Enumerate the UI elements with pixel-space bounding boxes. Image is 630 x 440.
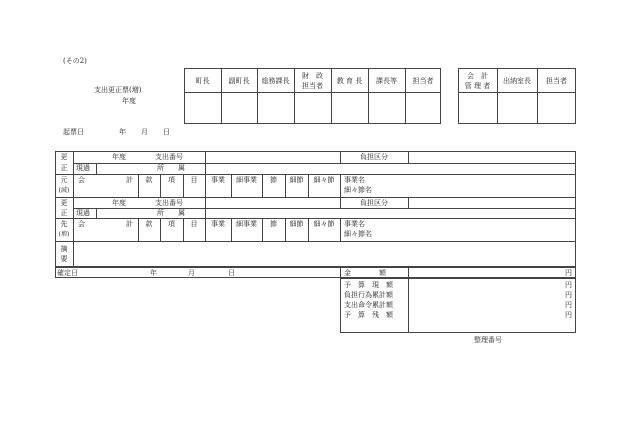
budget-remaining-label: 予 算 残 額 <box>344 311 393 319</box>
confirm-row <box>55 267 576 278</box>
draft-date-day: 日 <box>163 128 170 136</box>
budget-current-yen: 円 <box>565 281 572 289</box>
after-saisaisetsu: 細々節 <box>313 220 335 228</box>
before-kai: 会 <box>78 176 85 184</box>
after-jigyo: 事業 <box>211 220 225 228</box>
before-setsu: 節 <box>270 176 277 184</box>
after-side-1: 更 <box>60 199 68 207</box>
before-side-2: 正 <box>60 164 68 172</box>
summary-char-2: 要 <box>60 255 68 263</box>
form-label: (その2) <box>63 57 87 65</box>
after-dept: 所 属 <box>157 209 185 217</box>
after-moku: 目 <box>190 220 198 228</box>
before-side-4: (減) <box>58 187 70 194</box>
approval-cashier-chief: 出納室長 <box>503 77 531 85</box>
form-year-suffix: 年度 <box>122 97 136 105</box>
expense-order-total-label: 支出命令累計額 <box>344 301 393 309</box>
before-year: 年度 <box>112 153 126 161</box>
after-side-3: 先 <box>60 220 68 228</box>
before-jigyo: 事業 <box>211 176 225 184</box>
amount-label: 金 額 <box>344 269 386 277</box>
reference-number-label: 整理番号 <box>474 336 502 344</box>
main-table <box>55 151 576 267</box>
before-burden: 負担区分 <box>360 153 388 161</box>
before-saijigyo: 細事業 <box>236 176 257 184</box>
confirm-date-month: 月 <box>188 269 195 277</box>
after-saijigyo: 細事業 <box>236 220 257 228</box>
before-project-name: 事業名 <box>344 176 365 184</box>
after-kan: 款 <box>145 220 153 228</box>
after-project-name: 事業名 <box>344 220 365 228</box>
summary-char-1: 摘 <box>60 245 68 253</box>
approval-vice-mayor: 副町長 <box>228 77 250 85</box>
expense-order-total-yen: 円 <box>565 301 572 309</box>
approval-general-affairs: 総務課長 <box>261 77 290 85</box>
after-subsection-name: 細々節名 <box>344 230 372 238</box>
before-subsection-name: 細々節名 <box>344 186 372 194</box>
after-kai: 会 <box>78 220 85 228</box>
before-kou: 項 <box>168 176 175 184</box>
draft-date-label: 起票日 <box>63 128 84 136</box>
before-saisetsu: 細節 <box>289 176 304 184</box>
approval-mayor: 町長 <box>195 77 210 85</box>
after-pay-no: 支出番号 <box>155 199 183 207</box>
confirm-date-label: 確定日 <box>57 269 78 277</box>
after-saisetsu: 細節 <box>289 220 304 228</box>
draft-date-year: 年 <box>119 128 126 136</box>
burden-total-label: 負担行為累計額 <box>344 291 393 299</box>
approval-accounting-manager: 管 理 者 <box>464 82 491 90</box>
amount-yen: 円 <box>565 269 572 277</box>
after-current: 現過 <box>76 209 90 217</box>
budget-remaining-yen: 円 <box>565 311 572 319</box>
before-side-3: 元 <box>60 176 68 184</box>
before-moku: 目 <box>190 176 198 184</box>
before-kan: 款 <box>145 176 153 184</box>
before-current: 現過 <box>76 164 90 172</box>
approval-section-chief: 課長等 <box>376 77 397 85</box>
approval-cashier-staff: 担当者 <box>546 77 567 85</box>
after-setsu: 節 <box>270 220 277 228</box>
before-saisaisetsu: 細々節 <box>313 176 335 184</box>
after-side-2: 正 <box>60 209 68 217</box>
before-side-1: 更 <box>60 153 68 161</box>
approval-finance: 財 政 <box>302 72 323 80</box>
approval-accounting: 会 計 <box>467 72 488 80</box>
form-title: 支出更正票(増) <box>94 86 142 94</box>
confirm-date-day: 日 <box>228 269 235 277</box>
after-kou: 項 <box>168 220 175 228</box>
after-year: 年度 <box>112 199 126 207</box>
draft-date-month: 月 <box>141 128 148 136</box>
burden-total-yen: 円 <box>565 291 572 299</box>
after-burden: 負担区分 <box>360 199 388 207</box>
after-kei: 計 <box>126 220 133 228</box>
before-pay-no: 支出番号 <box>155 153 183 161</box>
before-dept: 所 属 <box>157 164 185 172</box>
after-side-4: (増) <box>58 231 70 238</box>
approval-staff: 担当者 <box>412 77 434 85</box>
before-kei: 計 <box>126 176 133 184</box>
approval-finance-staff: 担当者 <box>302 82 323 90</box>
confirm-date-year: 年 <box>150 269 157 277</box>
budget-current-label: 予 算 現 額 <box>344 281 393 289</box>
approval-education: 教 育 長 <box>336 77 363 85</box>
